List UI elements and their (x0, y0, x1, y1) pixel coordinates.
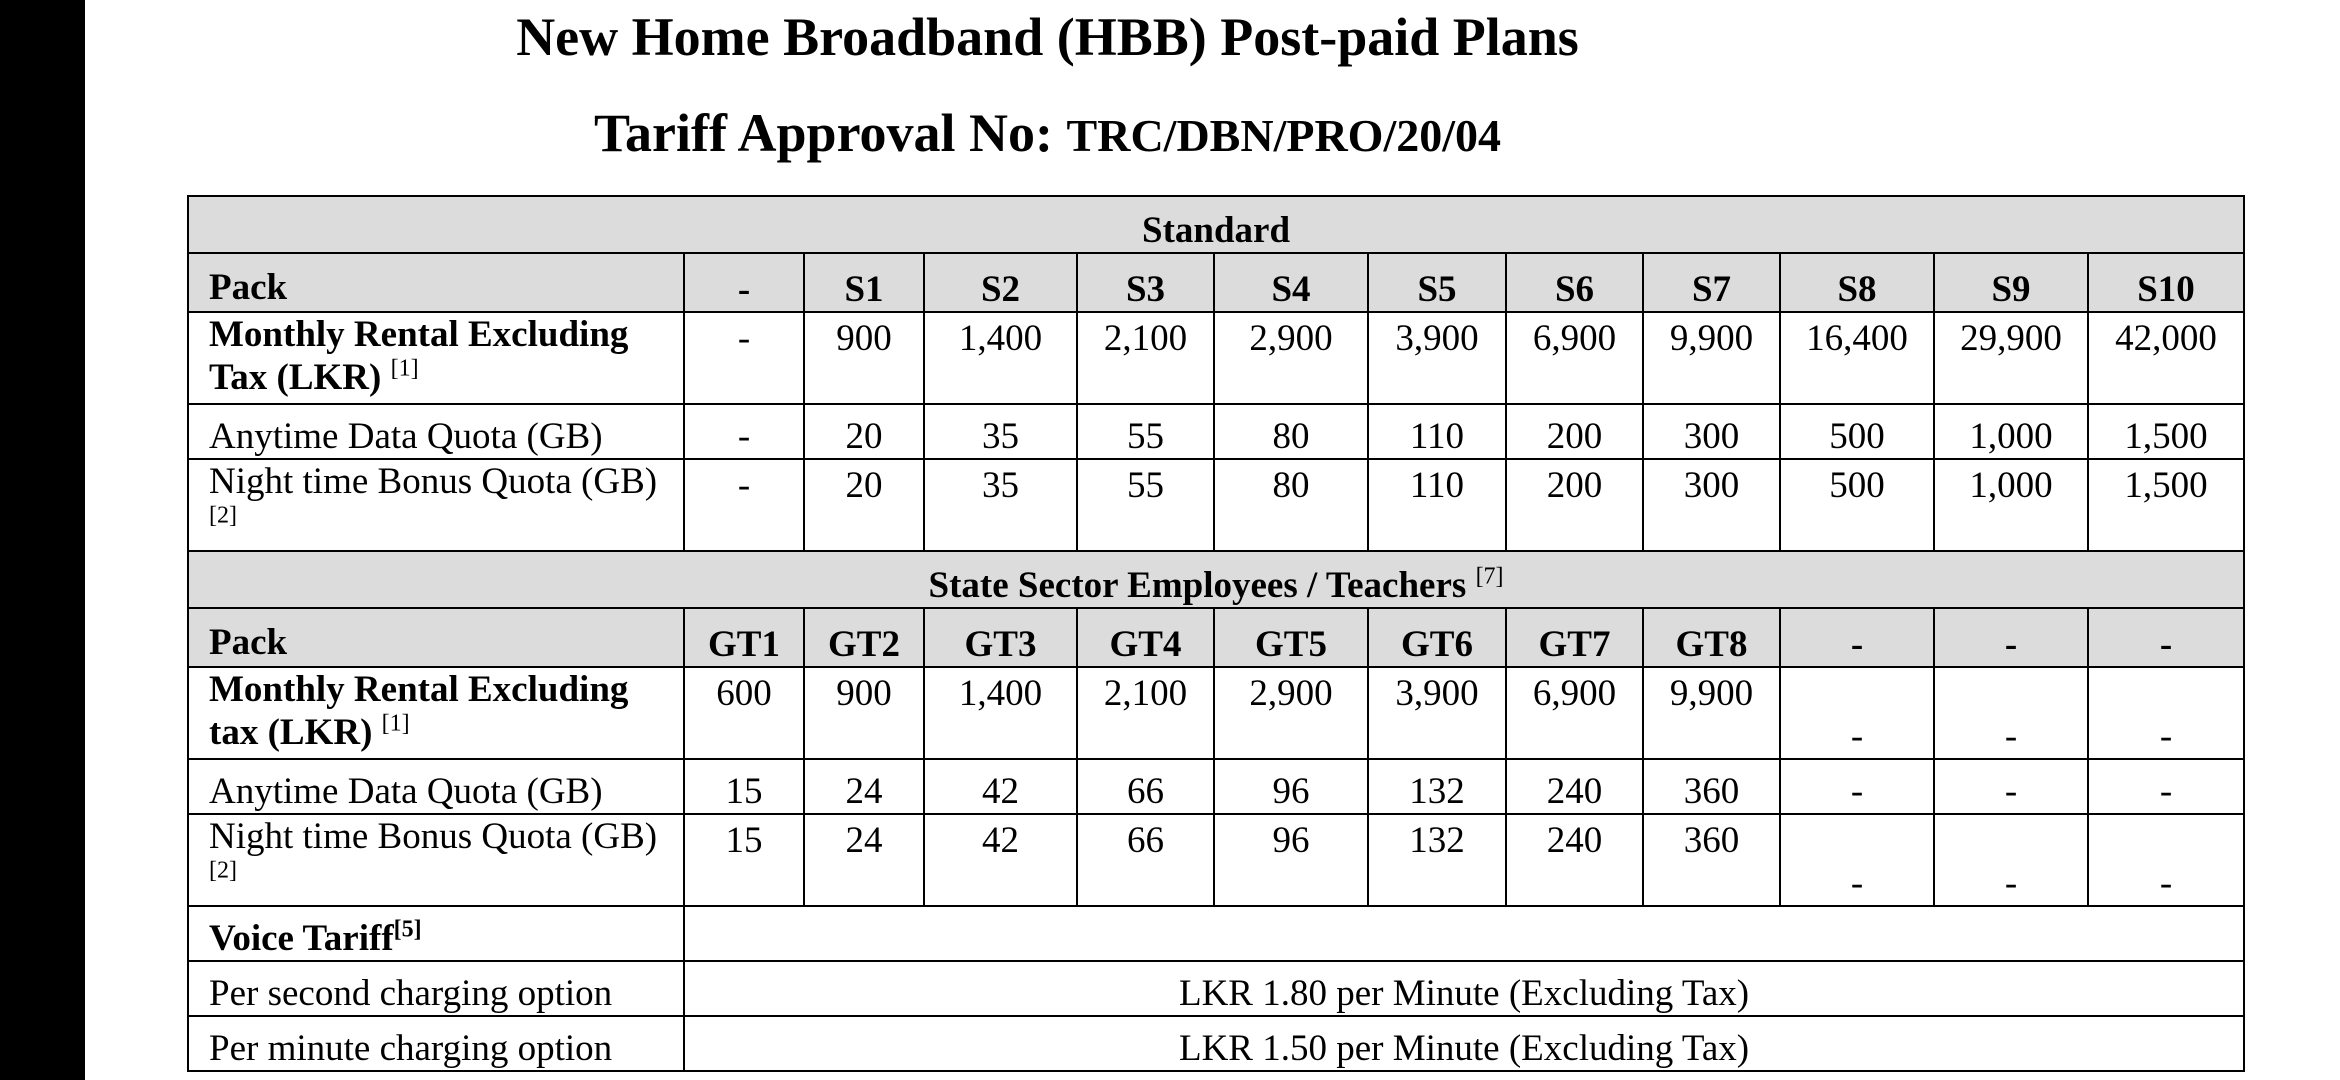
state-pack-cell: GT8 (1643, 608, 1780, 667)
standard-night-cell: 110 (1368, 459, 1506, 551)
standard-pack-cell: S10 (2088, 253, 2244, 312)
state-pack-cell: GT1 (684, 608, 804, 667)
state-rental-row (188, 667, 2244, 759)
standard-anytime-label: Anytime Data Quota (GB) (188, 404, 684, 459)
state-night-cell: 240 (1506, 814, 1643, 906)
standard-night-row (188, 459, 2244, 551)
state-night-footnote: [2] (209, 857, 237, 884)
standard-anytime-cell: 1,000 (1934, 404, 2088, 459)
standard-rental-cell: 900 (804, 312, 924, 404)
state-rental-cell: 3,900 (1368, 667, 1506, 759)
per-minute-value: LKR 1.50 per Minute (Excluding Tax) (684, 1016, 2244, 1071)
state-rental-label (188, 667, 684, 759)
standard-anytime-cell: 110 (1368, 404, 1506, 459)
standard-rental-cell: - (684, 312, 804, 404)
standard-night-cell: 300 (1643, 459, 1780, 551)
state-anytime-cell: 42 (924, 759, 1077, 814)
standard-anytime-cell: 200 (1506, 404, 1643, 459)
state-section-footnote: [7] (1475, 563, 1504, 590)
standard-pack-cell: S5 (1368, 253, 1506, 312)
state-pack-cell: GT6 (1368, 608, 1506, 667)
state-night-label (188, 814, 684, 906)
standard-pack-cell: - (684, 253, 804, 312)
standard-rental-cell: 3,900 (1368, 312, 1506, 404)
standard-rental-cell: 6,900 (1506, 312, 1643, 404)
standard-anytime-cell: - (684, 404, 804, 459)
voice-tariff-row (188, 906, 2244, 961)
standard-anytime-cell: 1,500 (2088, 404, 2244, 459)
state-night-cell: 360 (1643, 814, 1780, 906)
standard-rental-cell: 16,400 (1780, 312, 1934, 404)
state-anytime-label: Anytime Data Quota (GB) (188, 759, 684, 814)
state-pack-row (188, 608, 2244, 667)
per-minute-label: Per minute charging option (188, 1016, 684, 1071)
standard-night-cell: 200 (1506, 459, 1643, 551)
standard-pack-label: Pack (188, 253, 684, 312)
state-section-title (188, 551, 2244, 608)
standard-pack-cell: S4 (1214, 253, 1368, 312)
state-night-cell: - (2088, 814, 2244, 906)
standard-night-label-text: Night time Bonus Quota (GB) (209, 461, 658, 502)
voice-tariff-label (188, 906, 684, 961)
state-anytime-cell: 240 (1506, 759, 1643, 814)
voice-tariff-blank (684, 906, 2244, 961)
state-anytime-cell: 360 (1643, 759, 1780, 814)
standard-night-cell: 1,000 (1934, 459, 2088, 551)
state-section-title-text: State Sector Employees / Teachers (928, 565, 1467, 606)
state-pack-cell: - (1780, 608, 1934, 667)
standard-night-cell: 500 (1780, 459, 1934, 551)
standard-anytime-cell: 35 (924, 404, 1077, 459)
tariff-approval-line (0, 98, 2175, 171)
standard-pack-cell: S2 (924, 253, 1077, 312)
state-night-cell: 132 (1368, 814, 1506, 906)
state-pack-label: Pack (188, 608, 684, 667)
state-anytime-cell: 24 (804, 759, 924, 814)
state-night-label-text: Night time Bonus Quota (GB) (209, 816, 658, 857)
state-rental-cell: 6,900 (1506, 667, 1643, 759)
standard-anytime-cell: 500 (1780, 404, 1934, 459)
state-pack-cell: GT4 (1077, 608, 1214, 667)
standard-night-cell: - (684, 459, 804, 551)
per-second-value: LKR 1.80 per Minute (Excluding Tax) (684, 961, 2244, 1016)
standard-section-title: Standard (188, 196, 2244, 253)
standard-rental-cell: 42,000 (2088, 312, 2244, 404)
standard-pack-cell: S7 (1643, 253, 1780, 312)
state-anytime-cell: - (1934, 759, 2088, 814)
state-rental-cell: 1,400 (924, 667, 1077, 759)
standard-pack-cell: S6 (1506, 253, 1643, 312)
voice-tariff-footnote: [5] (393, 916, 422, 943)
standard-pack-cell: S8 (1780, 253, 1934, 312)
state-pack-cell: - (2088, 608, 2244, 667)
state-anytime-cell: 96 (1214, 759, 1368, 814)
standard-night-cell: 80 (1214, 459, 1368, 551)
standard-rental-label-text: Monthly Rental Excluding Tax (LKR) (209, 314, 629, 398)
approval-code: TRC/DBN/PRO/20/04 (1066, 110, 1502, 161)
state-anytime-cell: - (1780, 759, 1934, 814)
standard-anytime-cell: 55 (1077, 404, 1214, 459)
state-rental-cell: - (1934, 667, 2088, 759)
standard-pack-row (188, 253, 2244, 312)
standard-pack-cell: S9 (1934, 253, 2088, 312)
standard-night-label (188, 459, 684, 551)
state-pack-cell: - (1934, 608, 2088, 667)
state-rental-cell: 600 (684, 667, 804, 759)
state-anytime-row (188, 759, 2244, 814)
approval-label: Tariff Approval No: (593, 103, 1054, 163)
state-rental-cell: - (1780, 667, 1934, 759)
state-pack-cell: GT3 (924, 608, 1077, 667)
state-pack-cell: GT7 (1506, 608, 1643, 667)
state-anytime-cell: 66 (1077, 759, 1214, 814)
state-night-cell: 15 (684, 814, 804, 906)
state-rental-label-text: Monthly Rental Excluding tax (LKR) (209, 669, 629, 753)
state-rental-cell: 900 (804, 667, 924, 759)
state-night-cell: - (1780, 814, 1934, 906)
standard-anytime-row (188, 404, 2244, 459)
standard-rental-row (188, 312, 2244, 404)
state-night-cell: - (1934, 814, 2088, 906)
standard-section-header (188, 196, 2244, 253)
state-night-row (188, 814, 2244, 906)
state-rental-cell: 2,900 (1214, 667, 1368, 759)
standard-night-cell: 55 (1077, 459, 1214, 551)
tariff-table (187, 195, 2245, 1072)
standard-anytime-cell: 20 (804, 404, 924, 459)
standard-anytime-cell: 300 (1643, 404, 1780, 459)
state-night-cell: 24 (804, 814, 924, 906)
voice-tariff-label-text: Voice Tariff (209, 918, 394, 959)
state-rental-cell: 2,100 (1077, 667, 1214, 759)
standard-night-cell: 20 (804, 459, 924, 551)
per-second-label: Per second charging option (188, 961, 684, 1016)
state-rental-footnote: [1] (381, 710, 410, 737)
state-anytime-cell: - (2088, 759, 2244, 814)
document-title: New Home Broadband (HBB) Post-paid Plans (516, 7, 1579, 67)
standard-rental-footnote: [1] (390, 355, 419, 382)
standard-rental-label (188, 312, 684, 404)
state-rental-cell: - (2088, 667, 2244, 759)
standard-night-cell: 35 (924, 459, 1077, 551)
standard-rental-cell: 1,400 (924, 312, 1077, 404)
per-minute-row (188, 1016, 2244, 1071)
standard-rental-cell: 29,900 (1934, 312, 2088, 404)
state-pack-cell: GT2 (804, 608, 924, 667)
state-pack-cell: GT5 (1214, 608, 1368, 667)
standard-pack-cell: S1 (804, 253, 924, 312)
standard-anytime-cell: 80 (1214, 404, 1368, 459)
state-rental-cell: 9,900 (1643, 667, 1780, 759)
standard-night-cell: 1,500 (2088, 459, 2244, 551)
standard-pack-cell: S3 (1077, 253, 1214, 312)
state-section-header (188, 551, 2244, 608)
per-second-row (188, 961, 2244, 1016)
state-anytime-cell: 15 (684, 759, 804, 814)
standard-night-footnote: [2] (209, 502, 237, 529)
state-night-cell: 42 (924, 814, 1077, 906)
state-anytime-cell: 132 (1368, 759, 1506, 814)
state-night-cell: 96 (1214, 814, 1368, 906)
state-night-cell: 66 (1077, 814, 1214, 906)
standard-rental-cell: 2,900 (1214, 312, 1368, 404)
standard-rental-cell: 9,900 (1643, 312, 1780, 404)
standard-rental-cell: 2,100 (1077, 312, 1214, 404)
document-page (85, 0, 2340, 1080)
